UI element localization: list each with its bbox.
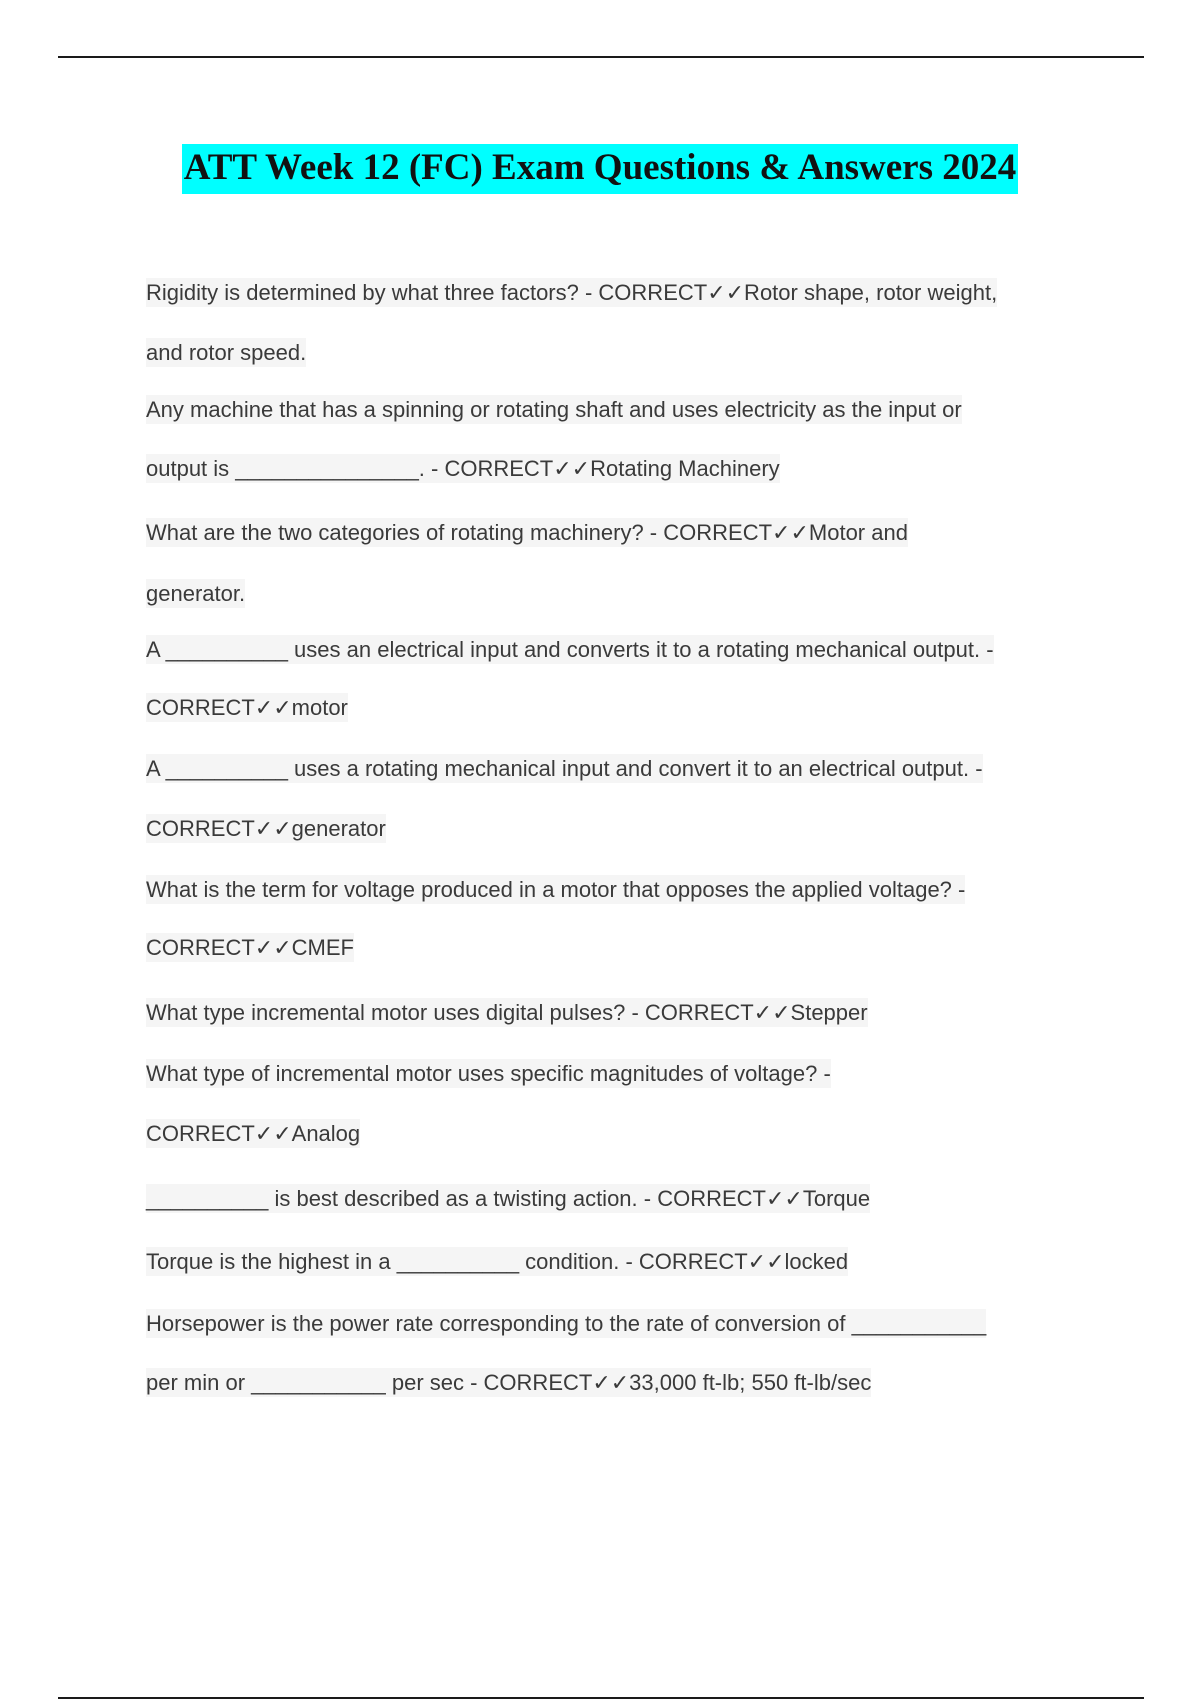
qa-line [146, 396, 962, 424]
qa-line [146, 1310, 986, 1338]
qa-line-text: Horsepower is the power rate corresponding to the rate of conversion of ___________ [146, 1311, 987, 1336]
qa-line [146, 455, 780, 483]
qa-line [146, 999, 868, 1027]
qa-line [146, 519, 908, 547]
qa-line-text: CORRECT✓✓Analog [146, 1121, 361, 1146]
qa-line [146, 580, 245, 608]
qa-line-text: Rigidity is determined by what three factors? - CORRECT✓✓Rotor shape, rotor weight, [146, 280, 998, 305]
qa-line-text: per min or ___________ per sec - CORRECT✓✓33,000 ft-lb; 550 ft-lb/sec [146, 1370, 872, 1395]
qa-line [146, 636, 994, 664]
qa-line [146, 1248, 848, 1276]
qa-line-text: A __________ uses a rotating mechanical input and convert it to an electrical output. - [146, 756, 983, 781]
qa-line-text: and rotor speed. [146, 340, 307, 365]
bottom-rule [58, 1697, 1144, 1699]
qa-line-text: __________ is best described as a twisting action. - CORRECT✓✓Torque [146, 1186, 871, 1211]
qa-line-text: output is _______________. - CORRECT✓✓Rotating Machinery [146, 456, 780, 481]
qa-line-text: Torque is the highest in a __________ condition. - CORRECT✓✓locked [146, 1249, 849, 1274]
qa-line-text: A __________ uses an electrical input and converts it to a rotating mechanical output. - [146, 637, 994, 662]
qa-line-text: generator. [146, 581, 246, 606]
qa-line-text: CORRECT✓✓CMEF [146, 935, 354, 960]
qa-line [146, 279, 997, 307]
qa-line [146, 694, 348, 722]
qa-line [146, 755, 983, 783]
qa-line [146, 1120, 360, 1148]
qa-line-text: CORRECT✓✓motor [146, 695, 348, 720]
page-title: ATT Week 12 (FC) Exam Questions & Answers 2024 [182, 144, 1019, 194]
qa-line [146, 1185, 870, 1213]
qa-line-text: What type incremental motor uses digital pulses? - CORRECT✓✓Stepper [146, 1000, 868, 1025]
qa-line-text: What type of incremental motor uses specific magnitudes of voltage? - [146, 1061, 831, 1086]
qa-line-text: What are the two categories of rotating machinery? - CORRECT✓✓Motor and [146, 520, 908, 545]
qa-line [146, 815, 386, 843]
qa-line-text: CORRECT✓✓generator [146, 816, 386, 841]
qa-line [146, 339, 306, 367]
qa-line [146, 1369, 871, 1397]
qa-line [146, 1060, 831, 1088]
qa-line-text: What is the term for voltage produced in a motor that opposes the applied voltage? - [146, 877, 966, 902]
qa-line [146, 876, 965, 904]
qa-line [146, 934, 354, 962]
qa-line-text: Any machine that has a spinning or rotating shaft and uses electricity as the input or [146, 397, 962, 422]
